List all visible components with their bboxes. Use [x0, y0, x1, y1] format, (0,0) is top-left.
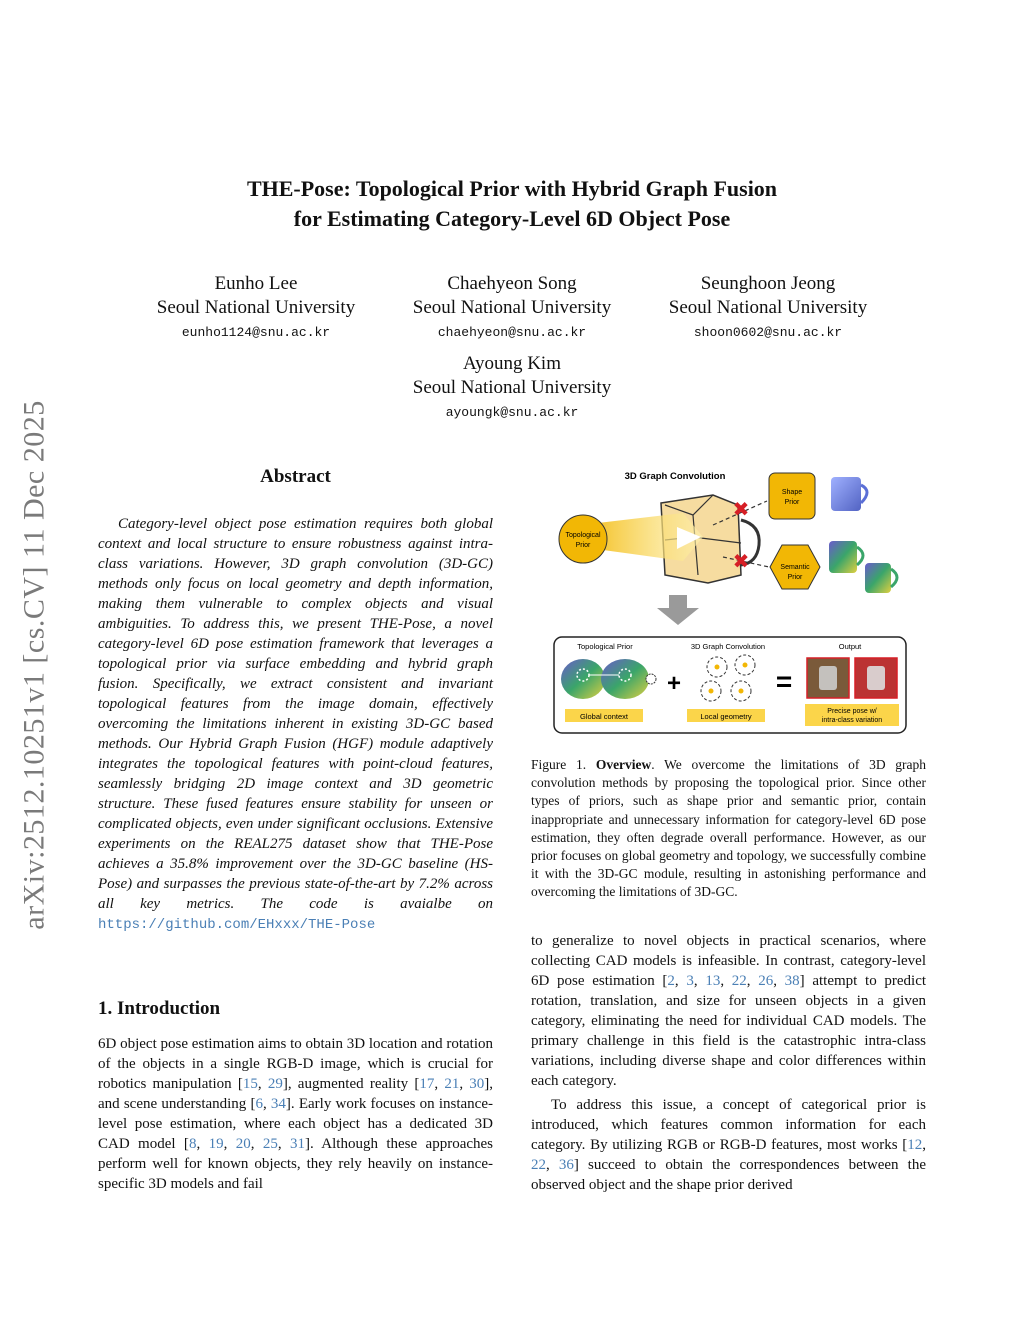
citation-link[interactable]: 6 [255, 1096, 263, 1112]
citation-link[interactable]: 19 [208, 1136, 224, 1152]
right-paragraph-2: To address this issue, a concept of categorical prior is introduced, which features common information for each category. By utilizing RGB or RGB-D features, most works [12, 22, 36] succeed to obtain the correspondences between the observed object and the shape prior derived [531, 1097, 927, 1193]
fig-top-title: 3D Graph Convolution [624, 471, 726, 482]
citation-link[interactable]: 17 [419, 1076, 435, 1092]
author-affiliation: Seoul National University [412, 297, 612, 318]
author-affiliation: Seoul National University [156, 297, 356, 318]
code-link[interactable]: https://github.com/EHxxx/THE-Pose [98, 917, 376, 933]
equals-icon: = [775, 666, 793, 697]
local-geometry-label: Local geometry [700, 712, 752, 721]
author-block [126, 272, 386, 346]
cross-icon: ✖ [732, 551, 750, 573]
overview-figure [553, 465, 908, 740]
title-line-1: THE-Pose: Topological Prior with Hybrid Graph Fusion [246, 176, 778, 201]
topological-prior-label-2: Prior [575, 542, 591, 549]
author-email[interactable]: eunho1124@snu.ac.kr [181, 325, 331, 340]
author-affiliation: Seoul National University [412, 377, 612, 398]
semantic-prior-label: Semantic [780, 564, 810, 571]
citation-link[interactable]: 22 [531, 1157, 546, 1173]
author-email[interactable]: chaehyeon@snu.ac.kr [437, 325, 587, 340]
shape-prior-label: Shape [781, 489, 803, 496]
author-name: Ayoung Kim [462, 353, 561, 374]
semantic-mug-1 [829, 541, 863, 573]
svg-text:intra-class variation: intra-class variation [821, 717, 883, 724]
panel-topological-label: Topological Prior [577, 642, 633, 651]
author-block [638, 272, 898, 346]
shape-prior-mug [831, 477, 867, 511]
citation-link[interactable]: 13 [705, 973, 721, 989]
intro-paragraph: 6D object pose estimation aims to obtain 3D location and rotation of the objects in a single RGB-D image, which is crucial for robotics manipulation [15, 29], augmented reality [17, 21, 30], and scene understanding [6, 34]. Early work focuses on instance-level pose estimation, where each object has a dedicated 3D CAD model [8, 19, 20, 25, 31]. Although these approaches perform well for known objects, they rely heavily on instance-specific 3D models and fail [98, 1036, 494, 1192]
author-block [382, 272, 642, 346]
section-heading-introduction: 1. Introduction [98, 998, 221, 1019]
panel-output-label: Output [838, 642, 862, 651]
author-name: Eunho Lee [214, 273, 298, 294]
author-block [382, 352, 642, 426]
paper-title [0, 174, 1024, 234]
semantic-mug-2 [865, 563, 897, 593]
author-name: Seunghoon Jeong [700, 273, 836, 294]
svg-text:Prior: Prior [787, 574, 803, 581]
abstract-text [98, 514, 493, 935]
abstract-body: Category-level object pose estimation requires both global context and local structure to ensure robustness against intra-class variations. However, 3D graph convolution (3D-GC) methods only focus on local geometry and depth information, making them vulnerable to complex objects and visual ambiguities. To address this, we present THE-Pose, a novel category-level 6D pose estimation framework that leverages a topological prior via surface embedding and hybrid graph fusion. Specifically, we extract consistent and invariant topological features from the image domain, effectively overcoming the limitations inherent in existing 3D-GC based methods. Our Hybrid Graph Fusion (HGF) module adaptively integrates the topological features with point-cloud features, seamlessly bridging 2D image context and 3D geometric structure. These fused features ensure stability for unseen or complicated objects, even under significant occlusions. Extensive experiments on the REAL275 dataset show that THE-Pose achieves a 35.8% improvement over the 3D-GC baseline (HS-Pose) and surpasses the previous state-of-the-art by 7.2% across all key metrics. The code is avaialbe on [98, 516, 493, 912]
abstract-heading: Abstract [260, 466, 331, 487]
topological-prior-node [559, 515, 607, 563]
citation-link[interactable]: 22 [731, 973, 747, 989]
plus-icon: + [666, 670, 682, 697]
right-paragraph-1: to generalize to novel objects in practical scenarios, where collecting CAD models is infeasible. In contrast, category-level 6D pose estimation [2, 3, 13, 22, 26, 38] attempt to predict rotation, translation, and size for unseen objects in a given category, eliminating the need for individual CAD models. The primary challenge in this field is the catastrophic intra-class variations, including diverse shape and color differences within each category. [531, 933, 927, 1089]
citation-link[interactable]: 26 [758, 973, 774, 989]
citation-link[interactable]: 2 [667, 973, 675, 989]
shape-prior-node [769, 473, 815, 519]
citation-link[interactable]: 3 [686, 973, 694, 989]
panel-3dgc-label: 3D Graph Convolution [690, 642, 766, 651]
citation-link[interactable]: 29 [267, 1076, 283, 1092]
citation-link[interactable]: 8 [188, 1136, 197, 1152]
author-name: Chaehyeon Song [447, 273, 577, 294]
global-context-label: Global context [580, 712, 628, 721]
svg-text:Prior: Prior [784, 499, 800, 506]
caption-text: . We overcome the limitations of 3D graph convolution methods by proposing the topological prior. Since other types of priors, such as shape prior and semantic prior, contain inappropriate and unnecessary information for category-level 6D pose estimation, they often degrade overall performance. However, as our prior focuses on global geometry and topology, we successfully combine it with the 3D-GC module, resulting in astonishing performance and overcoming the limitations of 3D-GC. [531, 757, 927, 900]
author-affiliation: Seoul National University [668, 297, 868, 318]
precise-pose-label: Precise pose w/ [827, 708, 877, 715]
citation-link[interactable]: 20 [235, 1136, 251, 1152]
citation-link[interactable]: 12 [907, 1137, 923, 1153]
author-email[interactable]: shoon0602@snu.ac.kr [693, 325, 843, 340]
citation-link[interactable]: 34 [270, 1096, 286, 1112]
topological-prior-label: Topological [565, 532, 601, 539]
author-email[interactable]: ayoungk@snu.ac.kr [445, 405, 579, 420]
caption-bold: Overview [595, 757, 652, 772]
cross-icon: ✖ [732, 499, 750, 521]
citation-link[interactable]: 36 [558, 1157, 574, 1173]
title-line-2: for Estimating Category-Level 6D Object Pose [293, 206, 731, 231]
citation-link[interactable]: 21 [444, 1076, 460, 1092]
topological-embedding-mugs [561, 659, 656, 699]
right-column-text [531, 931, 926, 1195]
caption-label: Figure 1. [531, 757, 587, 772]
figure-caption [531, 756, 926, 902]
citation-link[interactable]: 15 [242, 1076, 258, 1092]
down-arrow-icon [657, 595, 699, 625]
arxiv-stamp: arXiv:2512.10251v1 [cs.CV] 11 Dec 2025 [18, 400, 51, 930]
citation-link[interactable]: 25 [262, 1136, 278, 1152]
citation-link[interactable]: 30 [469, 1076, 485, 1092]
citation-link[interactable]: 38 [784, 973, 800, 989]
citation-link[interactable]: 31 [290, 1136, 305, 1152]
